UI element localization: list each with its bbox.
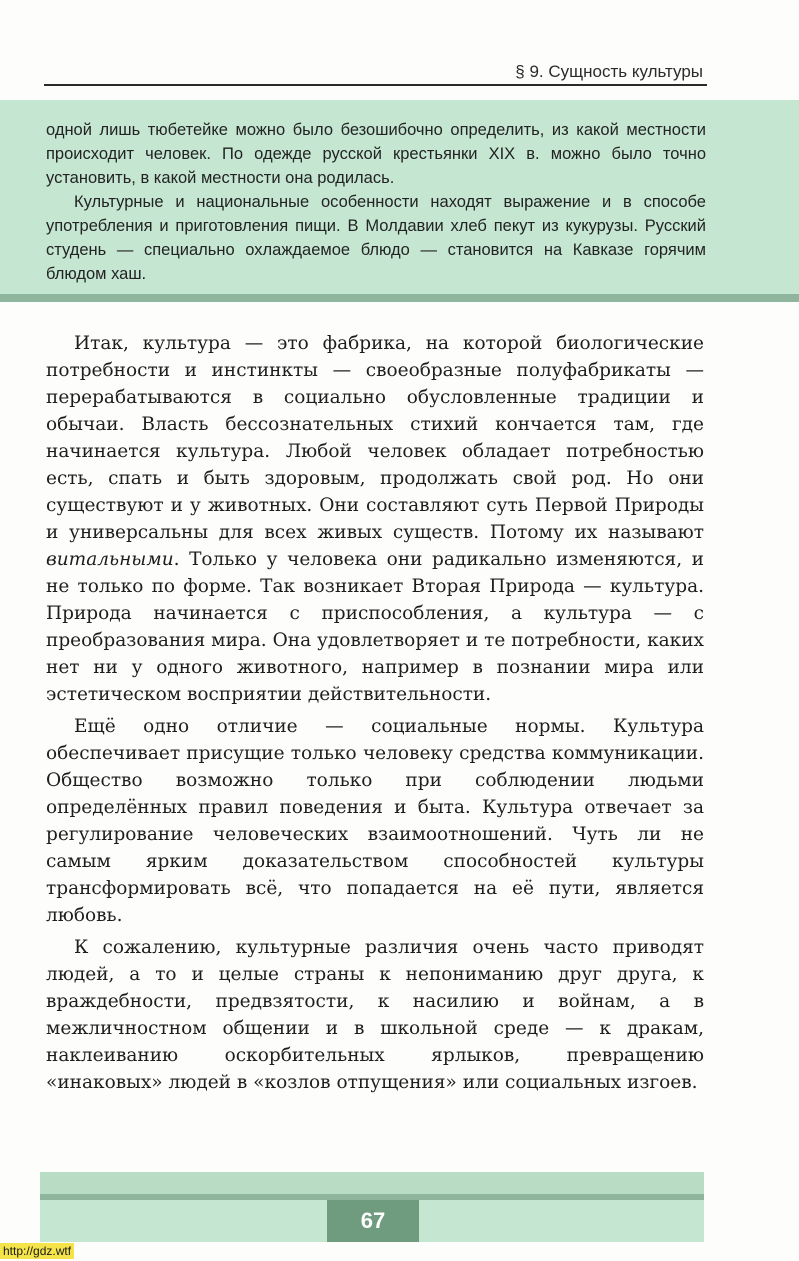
paragraph-1-start: Итак, культура — это фабрика, на которой биологические потребности и инстинкты — своеобразные полуфабрикаты — перерабатываются в социально обусловленные традиции и обычаи. Власть бессознательных стихий кончается там, где начинается культура. Любой человек обладает потребностью есть, спать и быть здоровым, продолжать свой род. Но они существуют и у животных. Они составляют суть Первой Природы и универсальны для всех живых существ. Потому их называют xyxy=(46,333,704,543)
box-divider xyxy=(0,294,799,302)
main-text xyxy=(46,330,704,1101)
paragraph-1 xyxy=(46,330,704,708)
paragraph-2: Ещё одно отличие — социальные нормы. Культура обеспечивает присущие только человеку средства коммуникации. Общество возможно только при соблюдении людьми определённых правил поведения и быта. Культура отвечает за регулирование человеческих взаимоотношений. Чуть ли не самым ярким доказательством способностей культуры трансформировать всё, что попадается на её пути, является любовь. xyxy=(46,716,704,926)
highlight-box xyxy=(0,100,799,302)
running-header xyxy=(44,56,707,86)
footer-right-block xyxy=(419,1200,704,1242)
box-text xyxy=(46,118,706,286)
watermark-link[interactable]: http://gdz.wtf xyxy=(0,1243,74,1259)
footer-band xyxy=(40,1172,704,1200)
footer-left-block xyxy=(40,1200,327,1242)
paragraph-3: К сожалению, культурные различия очень часто приводят людей, а то и целые страны к непониманию друг друга, к враждебности, предвзятости, к насилию и войнам, а в межличностном общении и в школьной среде — к дракам, наклеиванию оскорбительных ярлыков, превращению «инаковых» людей в «козлов отпущения» или социальных изгоев. xyxy=(46,937,704,1093)
box-paragraph: Культурные и национальные особенности находят выражение и в способе употребления и приготовления пищи. В Молдавии хлеб пекут из кукурузы. Русский студень — специально охлаждаемое блюдо — становится на Кавказе горячим блюдом хаш. xyxy=(46,193,706,283)
paragraph-1-end: . Только у человека они радикально изменяются, и не только по форме. Так возникает Вторая Природа — культура. Природа начинается с приспособления, а культура — с преобразования мира. Она удовлетворяет и те потребности, каких нет ни у одного животного, например в познании мира или эстетическом восприятии действительности. xyxy=(46,549,704,705)
page-number: 67 xyxy=(327,1200,419,1242)
section-title: § 9. Сущность культуры xyxy=(515,62,703,81)
italic-term: витальными xyxy=(46,549,174,570)
box-paragraph: одной лишь тюбетейке можно было безошибочно определить, из какой местности происходит человек. По одежде русской крестьянки XIX в. можно было точно установить, в какой местности она родилась. xyxy=(46,121,706,187)
